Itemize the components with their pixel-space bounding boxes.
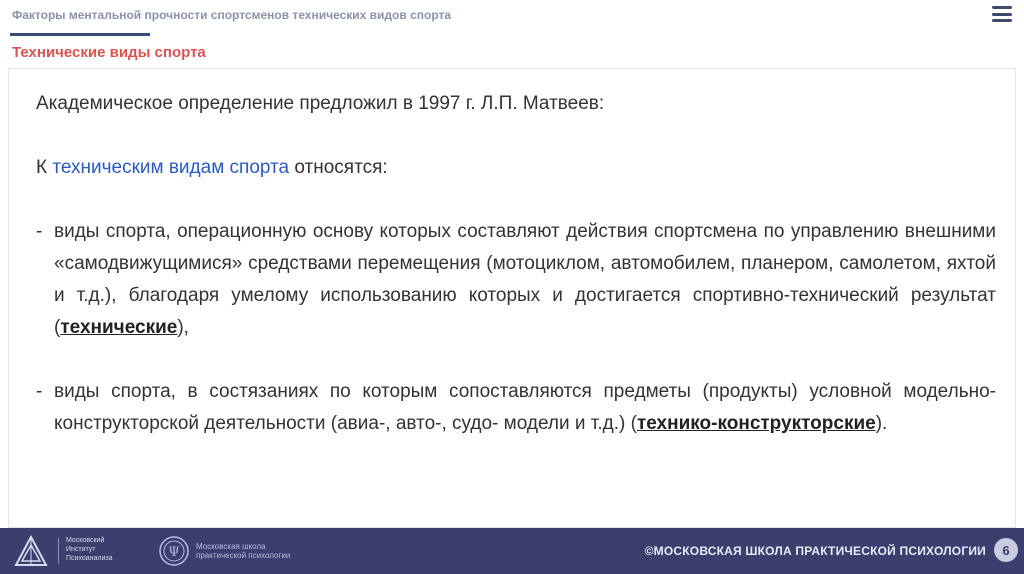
svg-text:Ψ: Ψ <box>168 545 180 560</box>
header-divider <box>10 33 150 36</box>
lead-text: К техническим видам спорта относятся: <box>36 157 388 178</box>
section-title: Технические виды спорта <box>12 44 206 61</box>
school-logo-text: Московская школа практической психологии <box>196 542 291 560</box>
term-technical-design: технико-конструкторские <box>636 413 876 434</box>
list-item: - виды спорта, операционную основу которых составляют действия спортсмена по управлению внешними «самодвижущимися» средствами перемещения (мотоциклом, автомобилем, планером, самолетом, яхтой и т.д.), благодаря умелому использованию которых и достигается спортивно-технический результат (технические), <box>36 221 996 338</box>
logo-divider <box>58 538 59 564</box>
slide-content <box>36 88 996 440</box>
list-item: - виды спорта, в состязаниях по которым сопоставляются предметы (продукты) условной модельно-конструкторской деятельности (авиа-, авто-, судо- модели и т.д.) (технико-конструкторские). <box>36 381 996 434</box>
institute-logo-text: Московский Институт Психоанализа <box>66 537 113 562</box>
institute-logo-icon <box>14 535 48 567</box>
footer-bar <box>0 528 1024 574</box>
school-logo-icon <box>158 535 190 567</box>
technical-sports-link[interactable]: техническим видам спорта <box>52 157 290 178</box>
header-title: Факторы ментальной прочности спортсменов технических видов спорта <box>12 8 452 22</box>
hamburger-menu-icon[interactable] <box>992 6 1012 22</box>
term-technical: технические <box>60 317 178 338</box>
intro-text: Академическое определение предложил в 1997 г. Л.П. Матвеев: <box>36 93 605 114</box>
page-number-badge: 6 <box>994 538 1018 562</box>
footer-copyright: ©МОСКОВСКАЯ ШКОЛА ПРАКТИЧЕСКОЙ ПСИХОЛОГИИ <box>644 544 986 558</box>
